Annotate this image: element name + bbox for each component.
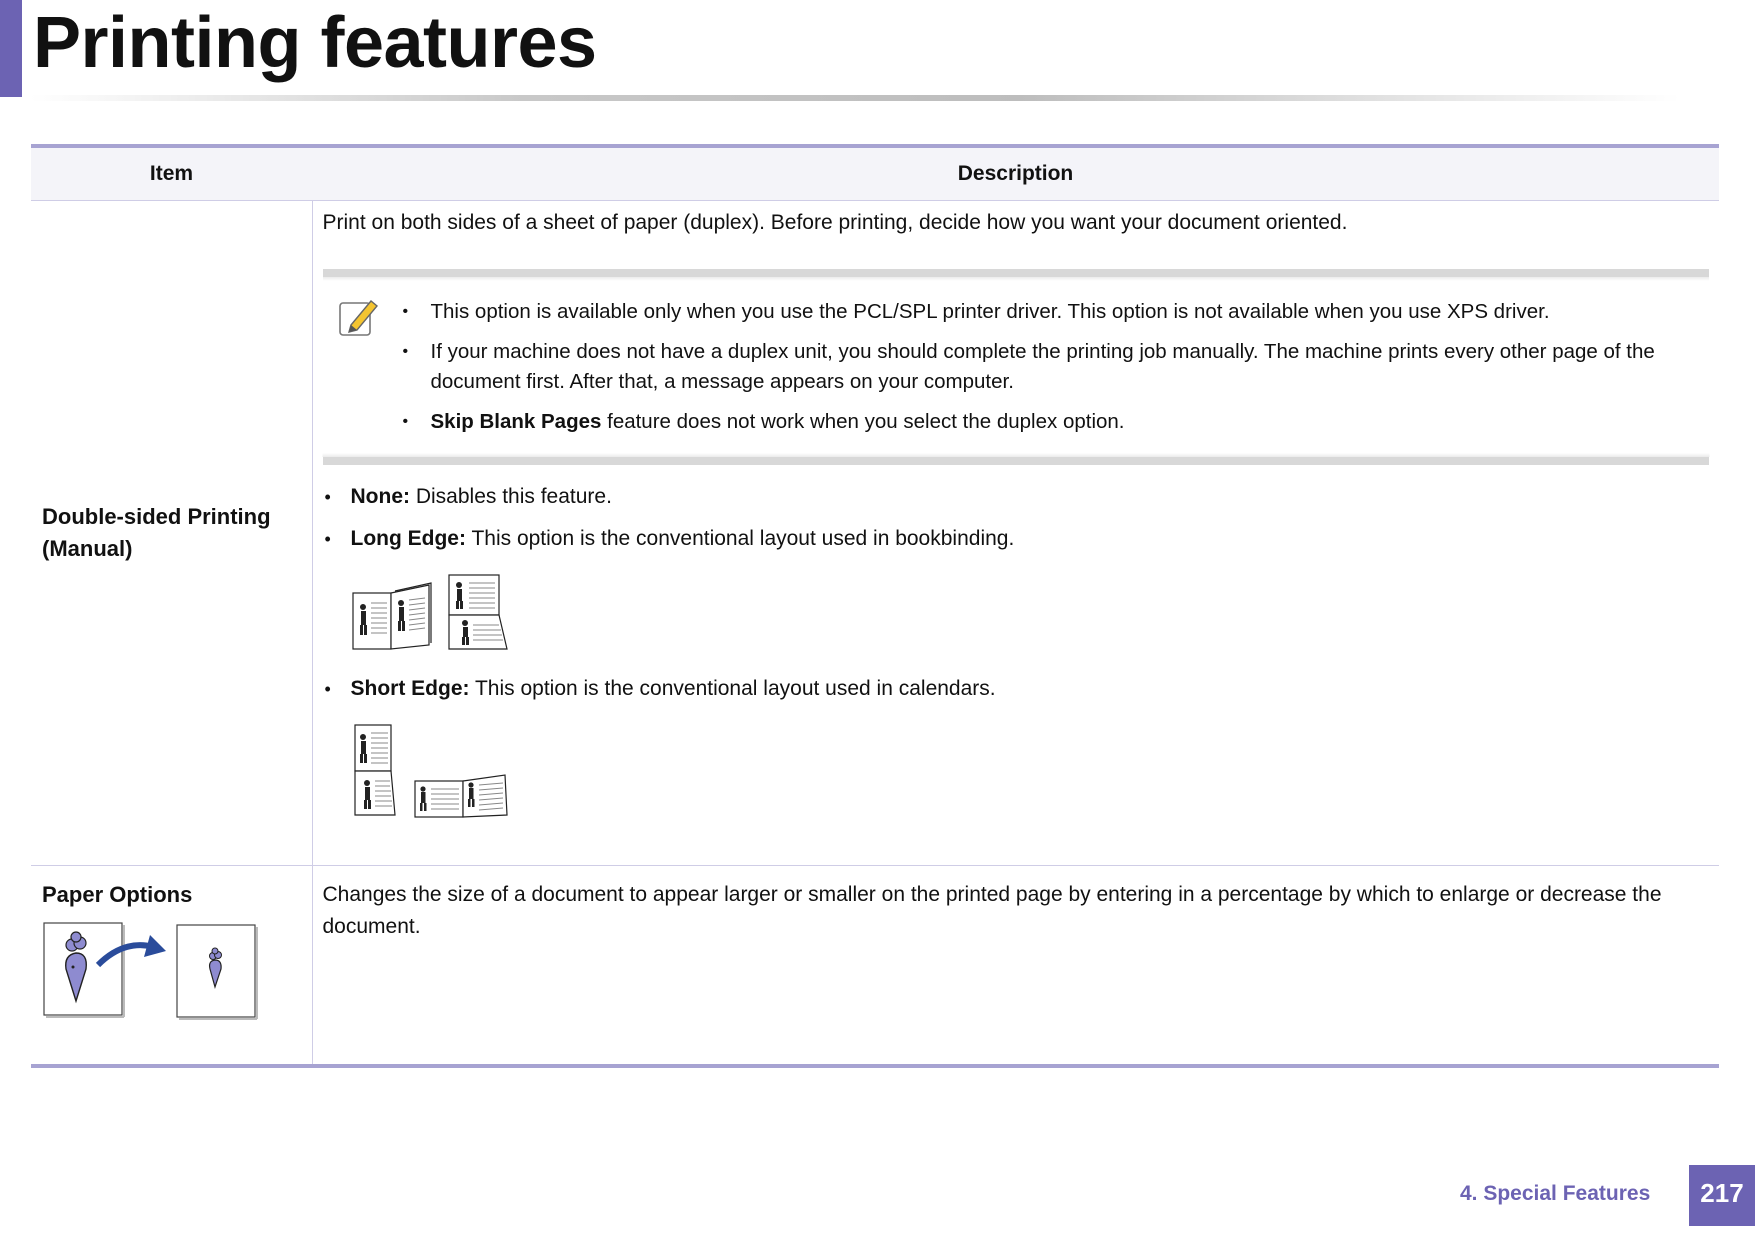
table-header-row (31, 146, 1719, 201)
note-item: • This option is available only when you use the PCL/SPL printer driver. This option is not available when you use XPS driver. (431, 297, 1710, 327)
page-number: 217 (1689, 1165, 1755, 1226)
column-header-item: Item (31, 146, 312, 201)
option-short-edge: • Short Edge: This option is the conventional layout used in calendars. (351, 673, 1710, 821)
title-divider (30, 95, 1680, 101)
item-cell (31, 201, 312, 866)
item-label-paper-options: Paper Options (42, 882, 193, 907)
duplex-intro-text: Print on both sides of a sheet of paper (duplex). Before printing, decide how you want your document oriented. (322, 211, 1348, 234)
duplex-options-list (323, 481, 1710, 821)
title-accent-bar (0, 0, 22, 97)
item-cell (31, 866, 312, 1067)
short-edge-illustration (351, 721, 531, 821)
column-header-description: Description (312, 146, 1719, 201)
note-pencil-icon (337, 295, 381, 339)
option-long-edge: • Long Edge: This option is the conventional layout used in bookbinding. (351, 523, 1710, 657)
table-row (31, 866, 1719, 1067)
note-item: • If your machine does not have a duplex unit, you should complete the printing job manually. The machine prints every other page of the document first. After that, a message appears on your computer. (431, 337, 1710, 397)
note-box (323, 269, 1710, 465)
scale-document-illustration (42, 921, 272, 1021)
paper-options-description: Changes the size of a document to appear larger or smaller on the printed page by entering in a percentage by which to enlarge or decrease the document. (322, 883, 1662, 938)
note-list (431, 297, 1710, 437)
table-row (31, 201, 1719, 866)
footer-section-label: 4. Special Features (1460, 1182, 1651, 1205)
description-cell (312, 201, 1719, 866)
description-cell (312, 866, 1719, 1067)
page-title: Printing features (33, 3, 597, 83)
long-edge-illustration (351, 571, 521, 657)
features-table (31, 144, 1719, 1068)
option-none: • None: Disables this feature. (351, 481, 1710, 513)
note-item: • Skip Blank Pages feature does not work when you select the duplex option. (431, 407, 1710, 437)
item-label-double-sided: Double-sided Printing (Manual) (42, 504, 271, 561)
